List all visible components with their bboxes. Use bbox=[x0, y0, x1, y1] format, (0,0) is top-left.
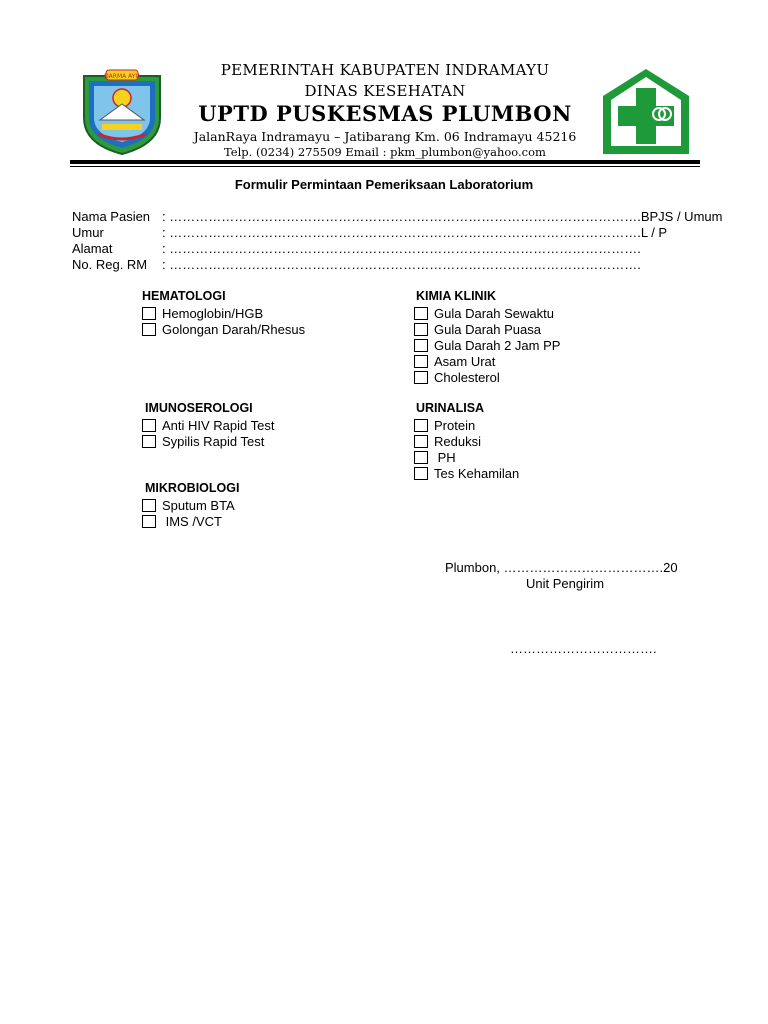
checkbox-item-cholesterol[interactable] bbox=[414, 369, 500, 385]
checkbox-label: Asam Urat bbox=[434, 353, 496, 369]
checkbox-item-asam-urat[interactable] bbox=[414, 353, 495, 369]
checkbox-item-anti-hiv[interactable] bbox=[142, 417, 274, 433]
checkbox-item-gula-darah-puasa[interactable] bbox=[414, 321, 541, 337]
checkbox[interactable] bbox=[414, 307, 428, 320]
section-title-kimia-klinik: KIMIA KLINIK bbox=[416, 289, 497, 303]
header-title: UPTD PUSKESMAS PLUMBON bbox=[198, 101, 572, 126]
checkbox-label: Sypilis Rapid Test bbox=[162, 433, 265, 449]
header-address: JalanRaya Indramayu – Jatibarang Km. 06 Indramayu 45216 bbox=[193, 129, 577, 144]
left-logo bbox=[78, 68, 166, 156]
checkbox[interactable] bbox=[414, 323, 428, 336]
section-title-imunoserologi: IMUNOSEROLOGI bbox=[145, 401, 253, 415]
checkbox-item-golongan-darah[interactable] bbox=[142, 321, 305, 337]
signature-place-date: Plumbon, ……………………………….20 bbox=[445, 560, 678, 575]
signature-line: ……………………………. bbox=[510, 641, 657, 656]
field-line-no-reg-rm: : ………………………………………………………………………………………………. bbox=[162, 257, 641, 272]
header-phone-email: Telp. (0234) 275509 Email : pkm_plumbon@yahoo.com bbox=[224, 145, 546, 159]
section-title-urinalisa: URINALISA bbox=[416, 401, 485, 415]
checkbox[interactable] bbox=[142, 307, 156, 320]
checkbox-item-reduksi[interactable] bbox=[414, 433, 481, 449]
header-divider-thick bbox=[70, 160, 700, 164]
checkbox[interactable] bbox=[142, 435, 156, 448]
checkbox-label: Hemoglobin/HGB bbox=[162, 305, 264, 321]
svg-text:DARMA AYU: DARMA AYU bbox=[104, 73, 140, 80]
checkbox-item-ph[interactable] bbox=[414, 449, 456, 465]
checkbox-label: Sputum BTA bbox=[162, 497, 235, 513]
header-department-line: DINAS KESEHATAN bbox=[304, 82, 466, 100]
checkbox[interactable] bbox=[142, 499, 156, 512]
checkbox[interactable] bbox=[142, 419, 156, 432]
checkbox[interactable] bbox=[414, 451, 428, 464]
checkbox[interactable] bbox=[414, 355, 428, 368]
checkbox-item-gula-darah-2-jam-pp[interactable] bbox=[414, 337, 560, 353]
field-label-alamat: Alamat bbox=[72, 241, 113, 256]
checkbox[interactable] bbox=[414, 371, 428, 384]
header-divider-thin bbox=[70, 166, 700, 167]
checkbox-item-tes-kehamilan[interactable] bbox=[414, 465, 519, 481]
checkbox[interactable] bbox=[414, 339, 428, 352]
checkbox-label: Gula Darah 2 Jam PP bbox=[434, 337, 561, 353]
field-line-alamat: : ………………………………………………………………………………………………. bbox=[162, 241, 641, 256]
field-line-umur: : ……………………………………………………………………………………………….L / P bbox=[162, 225, 668, 240]
field-line-nama-pasien: : ……………………………………………………………………………………………….BPJS / Umum bbox=[162, 209, 723, 224]
right-logo bbox=[600, 66, 692, 158]
checkbox-label: Protein bbox=[434, 417, 476, 433]
header-government-line: PEMERINTAH KABUPATEN INDRAMAYU bbox=[220, 61, 550, 79]
checkbox-item-sypilis[interactable] bbox=[142, 433, 264, 449]
checkbox-label: Gula Darah Puasa bbox=[434, 321, 541, 337]
form-title: Formulir Permintaan Pemeriksaan Laboratorium bbox=[234, 177, 534, 192]
checkbox-label: PH bbox=[434, 449, 456, 465]
section-title-hematologi: HEMATOLOGI bbox=[142, 289, 226, 303]
checkbox-label: Gula Darah Sewaktu bbox=[434, 305, 554, 321]
puskesmas-green-cross-icon bbox=[600, 66, 692, 158]
field-label-umur: Umur bbox=[72, 225, 104, 240]
checkbox-item-hemoglobin[interactable] bbox=[142, 305, 263, 321]
checkbox[interactable] bbox=[414, 435, 428, 448]
checkbox-item-gula-darah-sewaktu[interactable] bbox=[414, 305, 554, 321]
checkbox-label: Golongan Darah/Rhesus bbox=[162, 321, 306, 337]
indramayu-regency-emblem-icon bbox=[78, 68, 166, 156]
section-title-mikrobiologi: MIKROBIOLOGI bbox=[145, 481, 240, 495]
checkbox-label: Cholesterol bbox=[434, 369, 500, 385]
field-label-no-reg-rm: No. Reg. RM bbox=[72, 257, 148, 272]
signature-unit-label: Unit Pengirim bbox=[526, 576, 605, 591]
field-label-nama-pasien: Nama Pasien bbox=[72, 209, 151, 224]
checkbox-label: Anti HIV Rapid Test bbox=[162, 417, 275, 433]
checkbox-label: Tes Kehamilan bbox=[434, 465, 520, 481]
checkbox-item-ims-vct[interactable] bbox=[142, 513, 222, 529]
checkbox[interactable] bbox=[414, 419, 428, 432]
checkbox[interactable] bbox=[142, 323, 156, 336]
checkbox-label: IMS /VCT bbox=[162, 513, 222, 529]
checkbox[interactable] bbox=[414, 467, 428, 480]
checkbox-item-protein[interactable] bbox=[414, 417, 475, 433]
checkbox-item-sputum-bta[interactable] bbox=[142, 497, 235, 513]
checkbox[interactable] bbox=[142, 515, 156, 528]
checkbox-label: Reduksi bbox=[434, 433, 481, 449]
